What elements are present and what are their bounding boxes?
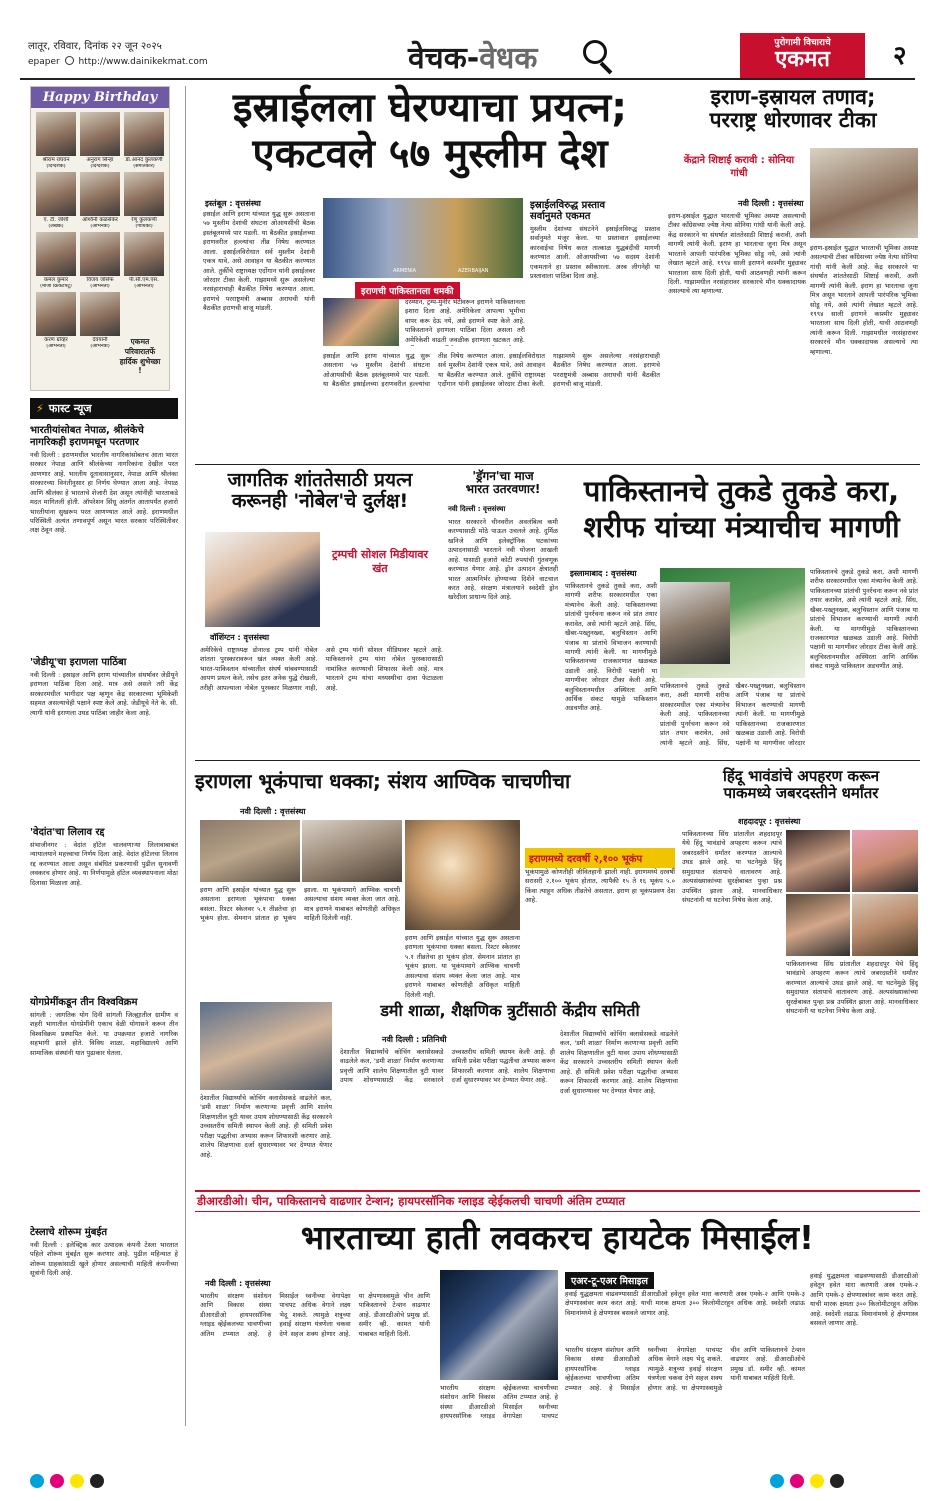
section-rule-1 xyxy=(195,464,920,465)
dummy-body-1: देशातील विद्यार्थ्यांचे कोचिंग क्लासेसकडे वाढलेले कल, 'डमी शाळा' निर्माण करणाऱ्या प्रवृत्ती आणि शालेय शिक्षणातील त्रुटी यावर उपाय शोधण्यासाठी केंद्र सरकारने उच्चस्तरीय समिती स्थापन केली आहे. ही समिती प्रवेश परीक्षा पद्धतीचा अभ्यास करून शिफारशी करणार आहे. शालेय शिक्षणाचा दर्जा सुधारण्यावर भर देण्यात येणार आहे. xyxy=(340,1048,555,1085)
hindu-body-2: पाकिस्तानच्या सिंध प्रांतातील शहदादपूर येथे हिंदू भावंडांचे अपहरण करून त्यांचे जबरदस्तीने धर्मांतर करण्यात आल्याचे उघड झाले आहे. या घटनेमुळे हिंदू समुदायात संतापाचे वातावरण आहे. अल्पसंख्याकांच्या सुरक्षेबाबत पुन्हा प्रश्न उपस्थित झाला आहे. मानवाधिकार संघटनांनी या घटनेचा निषेध केला आहे. xyxy=(786,960,918,1016)
drone-headline-1: 'ड्रॅगन'चा माज xyxy=(472,469,534,483)
birthday-name: विजय जोसेफ xyxy=(86,277,114,284)
birthday-role: (लेखक) xyxy=(48,223,64,229)
hindu-photo-2 xyxy=(852,830,918,892)
left-column-rule xyxy=(185,86,186,1426)
birthday-person xyxy=(80,172,120,229)
quake-smoke-photo xyxy=(302,820,402,882)
fast-news-headline: 'जेडीयू'चा इराणला पाठिंबा xyxy=(30,657,127,668)
birthday-person xyxy=(36,112,76,169)
fast-news-body: सांगली : जागतिक योग दिनी सांगली जिल्ह्यातील ग्रामीण व शहरी भागातील योगप्रेमींनी एकाच वेळी योगासने करून तीन विश्वविक्रम प्रस्थापित केले. या उपक्रमात हजारो नागरिक सहभागी झाले होते. विविध शाळा, महाविद्यालये आणि सामाजिक संस्थांनी यात पुढाकार घेतला. xyxy=(30,1011,178,1057)
pakistan-body-3: पाकिस्तानचे तुकडे तुकडे करा, अशी मागणी शरीफ सरकारमधील एका मंत्र्यानेच केली आहे. पाकिस्तानच्या प्रांतांची पुनर्रचना करून नवे प्रांत तयार करावेत, असे त्यांनी म्हटले आहे. सिंध, खैबर-पख्तुनख्वा, बलुचिस्तान आणि पंजाब या प्रांतांचे विभाजन करण्याची मागणी त्यांनी केली. या मागणीमुळे पाकिस्तानच्या राजकारणात खळबळ उडाली आहे. विरोधी पक्षांनी या मागणीवर जोरदार टीका केली आहे. बलुचिस्तानमधील अस्थिरता आणि आर्थिक संकट यामुळे पाकिस्तान अडचणीत आहे. xyxy=(810,568,918,671)
trump-munir-photo xyxy=(323,298,399,346)
birthday-photo xyxy=(36,112,76,156)
lead-headline-2: एकटवले ५७ मुस्लीम देश xyxy=(252,131,608,177)
birthday-photo xyxy=(36,172,76,216)
iran-israel-body-2: इराण-इस्राईल युद्धात भारताची भूमिका अस्पष्ट असल्याची टीका काँग्रेसच्या ज्येष्ठ नेत्या सोनिया गांधी यांनी केली आहे. केंद्र सरकारने या संघर्षात शांततेसाठी शिष्टाई करावी, अशी मागणी त्यांनी केली. इराण हा भारताचा जुना मित्र असून भारताने आपली पारंपरिक भूमिका सोडू नये, असे त्यांनी लेखात म्हटले आहे. १९९४ साली इराणने काश्मीर मुद्द्यावर भारताला साथ दिली होती, याची आठवणही त्यांनी करून दिली. गाझामधील नरसंहारावर सरकारचे मौन धक्कादायक असल्याचे त्या म्हणाल्या. xyxy=(810,244,918,356)
trump-photo xyxy=(205,532,320,627)
quake-byline: नवी दिल्ली : वृत्तसंस्था xyxy=(240,807,306,816)
birthday-role: (अभिनेत्री) xyxy=(90,343,110,349)
hindu-byline: शहदादपूर : वृत्तसंस्था xyxy=(738,817,801,826)
registration-marks-right xyxy=(770,1474,850,1488)
birthday-photo xyxy=(36,292,76,336)
nobel-headline-1: जागतिक शांततेसाठी प्रयत्न xyxy=(227,469,413,491)
lead-byline: इस्तंबूल : वृत्तसंस्था xyxy=(205,199,261,208)
nobel-story xyxy=(195,470,445,512)
birthday-name: अश्विनी कळसेकर xyxy=(82,217,118,224)
fast-news-body: नवी दिल्ली : इराणमधील भारतीय नागरिकांसोबतच आता भारत सरकार नेपाळ आणि श्रीलंकेच्या नागरिकांना देखील परत आणणार आहे. भारतीय दूतावासानुसार, नेपाळ आणि श्रीलंका सरकारच्या विनंतीनुसार हा निर्णय घेण्यात आला आहे. नेपाळ आणि श्रीलंका हे भारताचे शेजारी देश असून त्यांनीही भारताकडे मदत मागितली होती. ऑपरेशन सिंधू अंतर्गत आतापर्यंत हजारो भारतीयांना सुखरूप परत आणण्यात आले आहे. इराणमधील परिस्थिती अत्यंत तणावपूर्ण असून भारत सरकार परिस्थितीवर लक्ष ठेवून आहे. xyxy=(30,451,178,535)
yellow-mark xyxy=(70,1474,84,1488)
dummy-body-3: देशातील विद्यार्थ्यांचे कोचिंग क्लासेसकडे वाढलेले कल, 'डमी शाळा' निर्माण करणाऱ्या प्रवृत्ती आणि शालेय शिक्षणातील त्रुटी यावर उपाय शोधण्यासाठी केंद्र सरकारने उच्चस्तरीय समिती स्थापन केली आहे. ही समिती प्रवेश परीक्षा पद्धतीचा अभ्यास करून शिफारशी करणार आहे. शालेय शिक्षणाचा दर्जा सुधारण्यावर भर देण्यात येणार आहे. xyxy=(200,1094,332,1159)
pakistan-map xyxy=(660,568,805,678)
nobel-byline: वॉशिंग्टन : वृत्तसंस्था xyxy=(210,633,270,642)
magenta-mark xyxy=(790,1474,804,1488)
birthday-photo xyxy=(124,172,164,216)
birthday-role: (अभिनेता) xyxy=(46,343,66,349)
quake-body: इराण आणि इस्राईल यांच्यात युद्ध सुरू असताना इराणला भूकंपाचा धक्का बसला. रिश्टर स्केलवर ५.१ तीव्रतेचा हा भूकंप होता. सेमनान प्रांतात हा भूकंप झाला. या भूकंपामागे आण्विक चाचणी असल्याचा संशय व्यक्त केला जात आहे. मात्र इराणने याबाबत कोणतीही अधिकृत माहिती दिलेली नाही. xyxy=(200,886,400,923)
nobel-subhead: ट्रम्पची सोशल मिडीयावर खंत xyxy=(331,548,429,576)
birthday-person xyxy=(124,172,164,229)
birthday-person xyxy=(124,112,164,169)
brand-logo xyxy=(740,33,865,78)
birthday-role: (अभिनेत्री) xyxy=(90,223,110,229)
birthday-title: Happy Birthday xyxy=(31,87,169,108)
resolution-head-2: सर्वानुमते एकमत xyxy=(530,211,591,222)
dummy-body-2: देशातील विद्यार्थ्यांचे कोचिंग क्लासेसकडे वाढलेले कल, 'डमी शाळा' निर्माण करणाऱ्या प्रवृत्ती आणि शालेय शिक्षणातील त्रुटी यावर उपाय शोधण्यासाठी केंद्र सरकारने उच्चस्तरीय समिती स्थापन केली आहे. ही समिती प्रवेश परीक्षा पद्धतीचा अभ्यास करून शिफारशी करणार आहे. शालेय शिक्षणाचा दर्जा सुधारण्यावर भर देण्यात येणार आहे. xyxy=(560,1030,678,1095)
drdo-headline: भारताच्या हाती लवकरच हायटेक मिसाईल! xyxy=(300,1218,815,1257)
drdo-byline: नवी दिल्ली : वृत्तसंस्था xyxy=(205,1279,271,1288)
hindu-photo-4 xyxy=(852,894,918,956)
birthday-role: (दिग्दर्शक) xyxy=(46,163,66,169)
resolution-body: मुस्लीम देशांच्या संघटनेने इस्राईलविरुद्ध प्रस्ताव सर्वानुमते मंजूर केला. या प्रस्तावात इस्राईलच्या कारवाईचा निषेध करत तात्काळ युद्धबंदीची मागणी करण्यात आली. ओआयसीच्या ५७ सदस्य देशांनी एकमताने हा प्रस्ताव स्वीकारला. अरब लीगनेही या प्रस्तावाला पाठिंबा दिला आहे. xyxy=(530,225,660,281)
birthday-photo xyxy=(80,172,120,216)
birthday-photo xyxy=(80,112,120,156)
iran-israel-headline-1: इराण-इस्रायल तणाव; xyxy=(710,85,876,109)
drone-story xyxy=(448,470,558,496)
cyan-mark xyxy=(30,1474,44,1488)
fast-news-body: संभाजीनगर : वेदांत हॉटेल चालवणाऱ्या लिलावाबाबत न्यायालयाने महत्त्वाचा निर्णय दिला आहे. वेदांत हॉटेलचा लिलाव रद्द करण्यात आला असून संबंधित प्रकरणाची पुढील सुनावणी लवकरच होणार आहे. या निर्णयामुळे हॉटेल व्यवस्थापनाला मोठा दिलासा मिळाला आहे. xyxy=(30,841,178,887)
section-rule-2 xyxy=(195,760,920,761)
iran-israel-story xyxy=(668,86,918,132)
lightning-icon: ⚡ xyxy=(36,402,44,415)
birthday-name: ए. टी. जोशी xyxy=(43,217,69,224)
missile-photo xyxy=(440,1270,558,1380)
brand-tagline: पुरोगामी विचाराचे xyxy=(774,38,831,48)
globe-icon xyxy=(65,56,74,65)
fast-news-headline: टेस्लाचे शोरूम मुंबईत xyxy=(30,1227,108,1238)
pakistan-byline: इस्लामाबाद : वृत्तसंस्था xyxy=(570,569,637,578)
fast-news-list xyxy=(30,425,178,1391)
black-mark xyxy=(830,1474,844,1488)
magnifier-icon xyxy=(583,40,607,64)
birthday-person xyxy=(36,292,76,349)
fast-news xyxy=(30,398,178,1423)
section-title-a: वेचक- xyxy=(408,41,480,76)
section-title-b: वेधक xyxy=(479,41,538,76)
lead-body-continuation: इस्राईल आणि इराण यांच्यात युद्ध सुरू असताना ५७ मुस्लीम देशांची संघटना ओआयसीची बैठक इस्तंबूलमध्ये पार पडली. या बैठकीत इस्राईलच्या इराणवरील हल्ल्यांचा तीव्र निषेध करण्यात आला. इस्राईलविरोधात सर्व मुस्लीम देशांनी एकत्र यावे, असे आवाहन या बैठकीत करण्यात आले. तुर्कीचे राष्ट्राध्यक्ष एर्दोगान यांनी इस्राईलवर जोरदार टीका केली. गाझामध्ये सुरू असलेल्या नरसंहाराचाही बैठकीत निषेध करण्यात आला. इराणचे परराष्ट्रमंत्री अब्बास अराघची यांनी बैठकीत इराणची बाजू मांडली. xyxy=(323,352,660,389)
drone-headline-2: भारत उतरवणार! xyxy=(465,482,541,497)
fast-news-title: फास्ट न्यूज xyxy=(48,402,92,415)
birthday-panel xyxy=(30,86,170,391)
epaper-link[interactable] xyxy=(28,56,208,67)
hindu-headline-2: पाकमध्ये जबरदस्तीने धर्मांतर xyxy=(723,783,879,802)
drdo-ticker xyxy=(195,1190,920,1212)
nobel-headline-2: करूनही 'नोबेल'चे दुर्लक्ष! xyxy=(231,489,409,512)
birthday-person xyxy=(124,232,164,289)
fast-news-headline: योगप्रेमींकडून तीन विश्वविक्रम xyxy=(30,997,138,1008)
birthday-role: (गायिका) xyxy=(135,223,153,229)
birthday-name: डॉ.आनंद कुलकर्णी xyxy=(125,157,163,163)
cyan-mark xyxy=(770,1474,784,1488)
quake-rubble-photo xyxy=(200,820,300,882)
birthday-person xyxy=(36,232,76,289)
pakistan-headline-2: शरीफ यांच्या मंत्र्याचीच मागणी xyxy=(583,509,900,544)
hindu-headline-1: हिंदू भावंडांचे अपहरण करून xyxy=(722,767,880,785)
masthead-rule xyxy=(20,78,915,80)
birthday-grid xyxy=(31,108,169,353)
lead-photo-caption: इराणची पाकिस्तानला धमकी xyxy=(355,282,460,299)
quake-headline: इराणला भूकंपाचा धक्का; संशय आण्विक चाचणीचा xyxy=(195,769,571,793)
dummy-headline: डमी शाळा, शैक्षणिक त्रुटींसाठी केंद्रीय समिती xyxy=(380,1001,640,1020)
birthday-wish: एकमत परिवारातर्फे हार्दिक शुभेच्छा ! xyxy=(119,337,161,376)
drdo-body-2: भारतीय संरक्षण संशोधन आणि विकास संस्था डीआरडीओ हायपरसॉनिक ग्लाइड व्हेईकलच्या चाचणीच्या अंतिम टप्प्यात आहे. हे मिसाईल ध्वनीच्या वेगापेक्षा पाचपट xyxy=(440,1384,558,1421)
fast-news-title-bar xyxy=(30,398,178,419)
birthday-person xyxy=(80,232,120,289)
drdo-body-3: भारतीय संरक्षण संशोधन आणि विकास संस्था डीआरडीओ हायपरसॉनिक ग्लाइड व्हेईकलच्या चाचणीच्या अंतिम टप्प्यात आहे. हे मिसाईल ध्वनीच्या वेगापेक्षा पाचपट अधिक वेगाने लक्ष्य भेदू शकते. त्यामुळे शत्रूच्या हवाई संरक्षण यंत्रणेला चकवा देणे सहज शक्य होणार आहे. या क्षेपणास्त्रामुळे चीन आणि पाकिस्तानचे टेन्शन वाढणार आहे. डीआरडीओचे प्रमुख डॉ. समीर व्ही. कामत यांनी याबाबत माहिती दिली. xyxy=(565,1346,805,1392)
hindu-body-1: पाकिस्तानच्या सिंध प्रांतातील शहदादपूर येथे हिंदू भावंडांचे अपहरण करून त्यांचे जबरदस्तीने धर्मांतर करण्यात आल्याचे उघड झाले आहे. या घटनेमुळे हिंदू समुदायात संतापाचे वातावरण आहे. अल्पसंख्याकांच्या सुरक्षेबाबत पुन्हा प्रश्न उपस्थित झाला आहे. मानवाधिकार संघटनांनी या घटनेचा निषेध केला आहे. xyxy=(682,830,782,904)
drdo-ticker-text: डीआरडीओ। चीन, पाकिस्तानचे वाढणार टेन्शन; हायपरसॉनिक ग्लाइड व्हेईकलची चाचणी अंतिम टप्प्यात xyxy=(197,1194,626,1208)
birthday-name: देवयानी xyxy=(92,337,108,344)
birthday-photo xyxy=(124,232,164,276)
fast-news-headline: 'वेदांत'चा लिलाव रद्द xyxy=(30,827,105,838)
birthday-photo xyxy=(36,232,76,276)
birthday-name: कमल कुमार xyxy=(43,277,69,284)
pakistan-story xyxy=(563,476,920,544)
birthday-photo xyxy=(80,232,120,276)
birthday-name: अनुराग सिन्हा xyxy=(86,157,114,163)
iran-israel-byline: नवी दिल्ली : वृत्तसंस्था xyxy=(738,199,804,208)
pakistan-body-2: पाकिस्तानचे तुकडे तुकडे करा, अशी मागणी शरीफ सरकारमधील एका मंत्र्यानेच केली आहे. पाकिस्तानच्या प्रांतांची पुनर्रचना करून नवे प्रांत तयार करावेत, असे त्यांनी म्हटले आहे. सिंध, खैबर-पख्तुनख्वा, बलुचिस्तान आणि पंजाब या प्रांतांचे विभाजन करण्याची मागणी त्यांनी केली. या मागणीमुळे पाकिस्तानच्या राजकारणात खळबळ उडाली आहे. विरोधी पक्षांनी या मागणीवर जोरदार xyxy=(660,682,805,747)
photo-label-azerbaijan: AZERBAIJAN xyxy=(458,268,489,274)
magenta-mark xyxy=(50,1474,64,1488)
fast-news-body: नवी दिल्ली : इस्राइल आणि इराण यांच्यातील संघर्षावर जेडीयूने इराणला पाठिंबा दिला आहे. मात्र असे असले तरी केंद्र सरकारमधील भागीदार पक्ष म्हणून केंद्र सरकारच्या भूमिकेशी सहमत असल्याचेही पक्षाने स्पष्ट केले आहे. जेडीयूचे नेते के. सी. त्यागी यांनी इराणला उघड पाठिंबा जाहीर केला आहे. xyxy=(30,671,178,717)
birthday-role: (माजी क्रिकेटपटू) xyxy=(40,283,72,289)
resolution-head-1: इस्राईलविरुद्ध प्रस्ताव xyxy=(530,200,606,211)
fast-news-headline: भारतीयांसोबत नेपाळ, श्रीलंकेचे नागरिकही इराणमधून परतणार xyxy=(30,425,144,448)
epaper-url: http://www.dainikekmat.com xyxy=(78,57,208,67)
birthday-role: (दिग्दर्शक) xyxy=(90,163,110,169)
black-mark xyxy=(90,1474,104,1488)
drdo-box-body: हवाई युद्धक्षमता वाढवण्यासाठी डीआरडीओ हवेतून हवेत मारा करणारी अस्त्र एमके-२ आणि एमके-३ क्षेपणास्त्रांवर काम करत आहे. याची मारक क्षमता ३०० किलोमीटरहून अधिक आहे. स्वदेशी लढाऊ विमानांमध्ये हे क्षेपणास्त्र बसवले जाणार आहे. xyxy=(565,1290,805,1317)
drdo-box-label: एअर-टू-एअर मिसाइल xyxy=(565,1272,654,1289)
quake-red-label: इराणमध्ये दरवर्षी २,१०० भूकंप xyxy=(525,848,675,868)
pakistan-headline-1: पाकिस्तानचे तुकडे तुकडे करा, xyxy=(583,474,900,508)
section-title xyxy=(408,36,537,77)
birthday-name: पी.सी.एम.एस. xyxy=(129,277,159,284)
shehbaz-sharif-photo xyxy=(660,582,730,664)
hindu-photo-3 xyxy=(786,894,850,956)
birthday-name: श्रीराम राघवन xyxy=(42,157,70,163)
quake-side-body: भूकंपामुळे कोणतीही जीवितहानी झाली नाही. इराणमध्ये दरवर्षी सरासरी २,१०० भूकंप होतात, त्यापैकी १५ ते १६ भूकंप ५.० किंवा त्याहून अधिक तीव्रतेचे असतात. इराण हा भूकंपप्रवण देश आहे. xyxy=(525,868,675,905)
registration-marks-left xyxy=(30,1474,110,1488)
nobel-body: अमेरिकेचे राष्ट्राध्यक्ष डोनाल्ड ट्रम्प यांनी नोबेल शांतता पुरस्कारावरून खंत व्यक्त केली आहे. भारत-पाकिस्तान यांच्यातील संघर्ष थांबवण्यासाठी आपण प्रयत्न केले, तसेच इतर अनेक युद्धे रोखली, तरीही आपल्याला नोबेल पुरस्कार मिळणार नाही, असे ट्रम्प यांनी सोशल मीडियावर म्हटले आहे. पाकिस्तानने ट्रम्प यांना नोबेल पुरस्कारासाठी नामांकित करण्याची शिफारस केली आहे. मात्र भारताने ट्रम्प यांचा मध्यस्थीचा दावा फेटाळला आहे. xyxy=(200,646,443,692)
hindu-photo-1 xyxy=(786,830,850,892)
drdo-body-1: भारतीय संरक्षण संशोधन आणि विकास संस्था डीआरडीओ हायपरसॉनिक ग्लाइड व्हेईकलच्या चाचणीच्या अंतिम टप्प्यात आहे. हे मिसाईल ध्वनीच्या वेगापेक्षा पाचपट अधिक वेगाने लक्ष्य भेदू शकते. त्यामुळे शत्रूच्या हवाई संरक्षण यंत्रणेला चकवा देणे सहज शक्य होणार आहे. या क्षेपणास्त्रामुळे चीन आणि पाकिस्तानचे टेन्शन वाढणार आहे. डीआरडीओचे प्रमुख डॉ. समीर व्ही. कामत यांनी याबाबत माहिती दिली. xyxy=(200,1292,430,1338)
lead-story xyxy=(200,86,660,176)
birthday-role: (अभिनेता) xyxy=(134,283,154,289)
lead-body-1: इस्राईल आणि इराण यांच्यात युद्ध सुरू असताना ५७ मुस्लीम देशांची संघटना ओआयसीची बैठक इस्तंबूलमध्ये पार पडली. या बैठकीत इस्राईलच्या इराणवरील हल्ल्यांचा तीव्र निषेध करण्यात आला. इस्राईलविरोधात सर्व मुस्लीम देशांनी एकत्र यावे, असे आवाहन या बैठकीत करण्यात आले. तुर्कीचे राष्ट्राध्यक्ष एर्दोगान यांनी इस्राईलवर जोरदार टीका केली. गाझामध्ये सुरू असलेल्या नरसंहाराचाही बैठकीत निषेध करण्यात आला. इराणचे परराष्ट्रमंत्री अब्बास अराघची यांनी बैठकीत इराणची बाजू मांडली. xyxy=(203,210,315,313)
birthday-role: (अभिनेता) xyxy=(90,283,110,289)
epaper-label: epaper xyxy=(28,57,60,67)
birthday-role: (संगीतकार) xyxy=(133,163,155,169)
hindu-story xyxy=(682,768,920,801)
birthday-name: रेणू कुलकर्णी xyxy=(131,217,157,224)
lead-photo xyxy=(323,198,523,278)
pakistan-body-1: पाकिस्तानचे तुकडे तुकडे करा, अशी मागणी शरीफ सरकारमधील एका मंत्र्यानेच केली आहे. पाकिस्तानच्या प्रांतांची पुनर्रचना करून नवे प्रांत तयार करावेत, असे त्यांनी म्हटले आहे. सिंध, खैबर-पख्तुनख्वा, बलुचिस्तान आणि पंजाब या प्रांतांचे विभाजन करण्याची मागणी त्यांनी केली. या मागणीमुळे पाकिस्तानच्या राजकारणात खळबळ उडाली आहे. विरोधी पक्षांनी या मागणीवर जोरदार टीका केली आहे. बलुचिस्तानमधील अस्थिरता आणि आर्थिक संकट यामुळे पाकिस्तान अडचणीत आहे. xyxy=(565,582,657,713)
drone-body: भारत सरकारने चीनवरील अवलंबित्व कमी करण्यासाठी मोठे पाऊल उचलले आहे. दुर्मिळ खनिजे आणि इलेक्ट्रॉनिक घटकांच्या उत्पादनासाठी भारताने नवी योजना आखली आहे. यासाठी हजारो कोटी रुपयांची गुंतवणूक करण्यात येणार आहे. ड्रोन उत्पादन क्षेत्रातही भारत आत्मनिर्भर होण्याच्या दिशेने वाटचाल करत आहे. संरक्षण मंत्रालयाने स्वदेशी ड्रोन खरेदीला प्राधान्य दिले आहे. xyxy=(448,518,558,602)
drdo-body-4: हवाई युद्धक्षमता वाढवण्यासाठी डीआरडीओ हवेतून हवेत मारा करणारी अस्त्र एमके-२ आणि एमके-३ क्षेपणास्त्रांवर काम करत आहे. याची मारक क्षमता ३०० किलोमीटरहून अधिक आहे. स्वदेशी लढाऊ विमानांमध्ये हे क्षेपणास्त्र बसवले जाणार आहे. xyxy=(810,1272,918,1328)
lead-body-2: दरम्यान, ट्रम्प-मुनीर भेटीवरून इराणने पाकिस्तानला इशारा दिला आहे. अमेरिकेला आपल्या भूमीचा वापर करू देऊ नये, असे इराणने स्पष्ट केले आहे. पाकिस्तानने इराणला पाठिंबा दिला असला तरी अमेरिकेशी वाढती जवळीक इराणला खटकत आहे. xyxy=(405,298,525,344)
photo-label-armenia: ARMENIA xyxy=(393,268,417,274)
birthday-photo xyxy=(124,112,164,156)
birthday-person xyxy=(80,112,120,169)
iran-israel-subhead: केंद्राने शिष्टाई करावी : सोनिया गांधी xyxy=(683,155,795,179)
students-photo xyxy=(200,1002,332,1090)
quake-body-2: इराण आणि इस्राईल यांच्यात युद्ध सुरू असताना इराणला भूकंपाचा धक्का बसला. रिश्टर स्केलवर ५.१ तीव्रतेचा हा भूकंप होता. सेमनान प्रांतात हा भूकंप झाला. या भूकंपामागे आण्विक चाचणी असल्याचा संशय व्यक्त केला जात आहे. मात्र इराणने याबाबत कोणतीही अधिकृत माहिती दिलेली नाही. xyxy=(405,934,520,998)
birthday-person xyxy=(36,172,76,229)
birthday-person xyxy=(80,292,120,349)
masthead xyxy=(0,0,945,86)
dateline: लातूर, रविवार, दिनांक २२ जून २०२५ xyxy=(28,41,162,52)
brand-name: एकमत xyxy=(775,47,830,72)
birthday-name: करण ग्रोव्हर xyxy=(44,337,68,344)
lead-headline-1: इस्राईलला घेरण्याचा प्रयत्न; xyxy=(232,85,628,131)
sonia-gandhi-photo xyxy=(810,148,918,238)
iran-israel-body: इराण-इस्राईल युद्धात भारताची भूमिका अस्पष्ट असल्याची टीका काँग्रेसच्या ज्येष्ठ नेत्या सोनिया गांधी यांनी केली आहे. केंद्र सरकारने या संघर्षात शांततेसाठी शिष्टाई करावी, अशी मागणी त्यांनी केली. इराण हा भारताचा जुना मित्र असून भारताने आपली पारंपरिक भूमिका सोडू नये, असे त्यांनी लेखात म्हटले आहे. १९९४ साली इराणने काश्मीर मुद्द्यावर भारताला साथ दिली होती, याची आठवणही त्यांनी करून दिली. गाझामधील नरसंहारावर सरकारचे मौन धक्कादायक असल्याचे त्या म्हणाल्या. xyxy=(668,212,806,296)
quake-blast-photo xyxy=(405,820,520,930)
fast-news-body: नवी दिल्ली : इलेक्ट्रिक कार उत्पादक कंपनी टेस्ला भारतात पहिले शोरूम मुंबईत सुरू करणार आहे. पुढील महिन्यात हे शोरूम ग्राहकांसाठी खुले होणार असल्याची माहिती कंपनीच्या सूत्रांनी दिली आहे. xyxy=(30,1241,178,1278)
page-number: २ xyxy=(893,41,907,71)
magnifier-handle xyxy=(600,62,613,75)
yellow-mark xyxy=(810,1474,824,1488)
dummy-byline: नवी दिल्ली : प्रतिनिधी xyxy=(382,1035,447,1044)
birthday-photo xyxy=(80,292,120,336)
iran-israel-headline-2: परराष्ट्र धोरणावर टीका xyxy=(709,108,877,133)
drone-byline: नवी दिल्ली : वृत्तसंस्था xyxy=(448,505,506,513)
